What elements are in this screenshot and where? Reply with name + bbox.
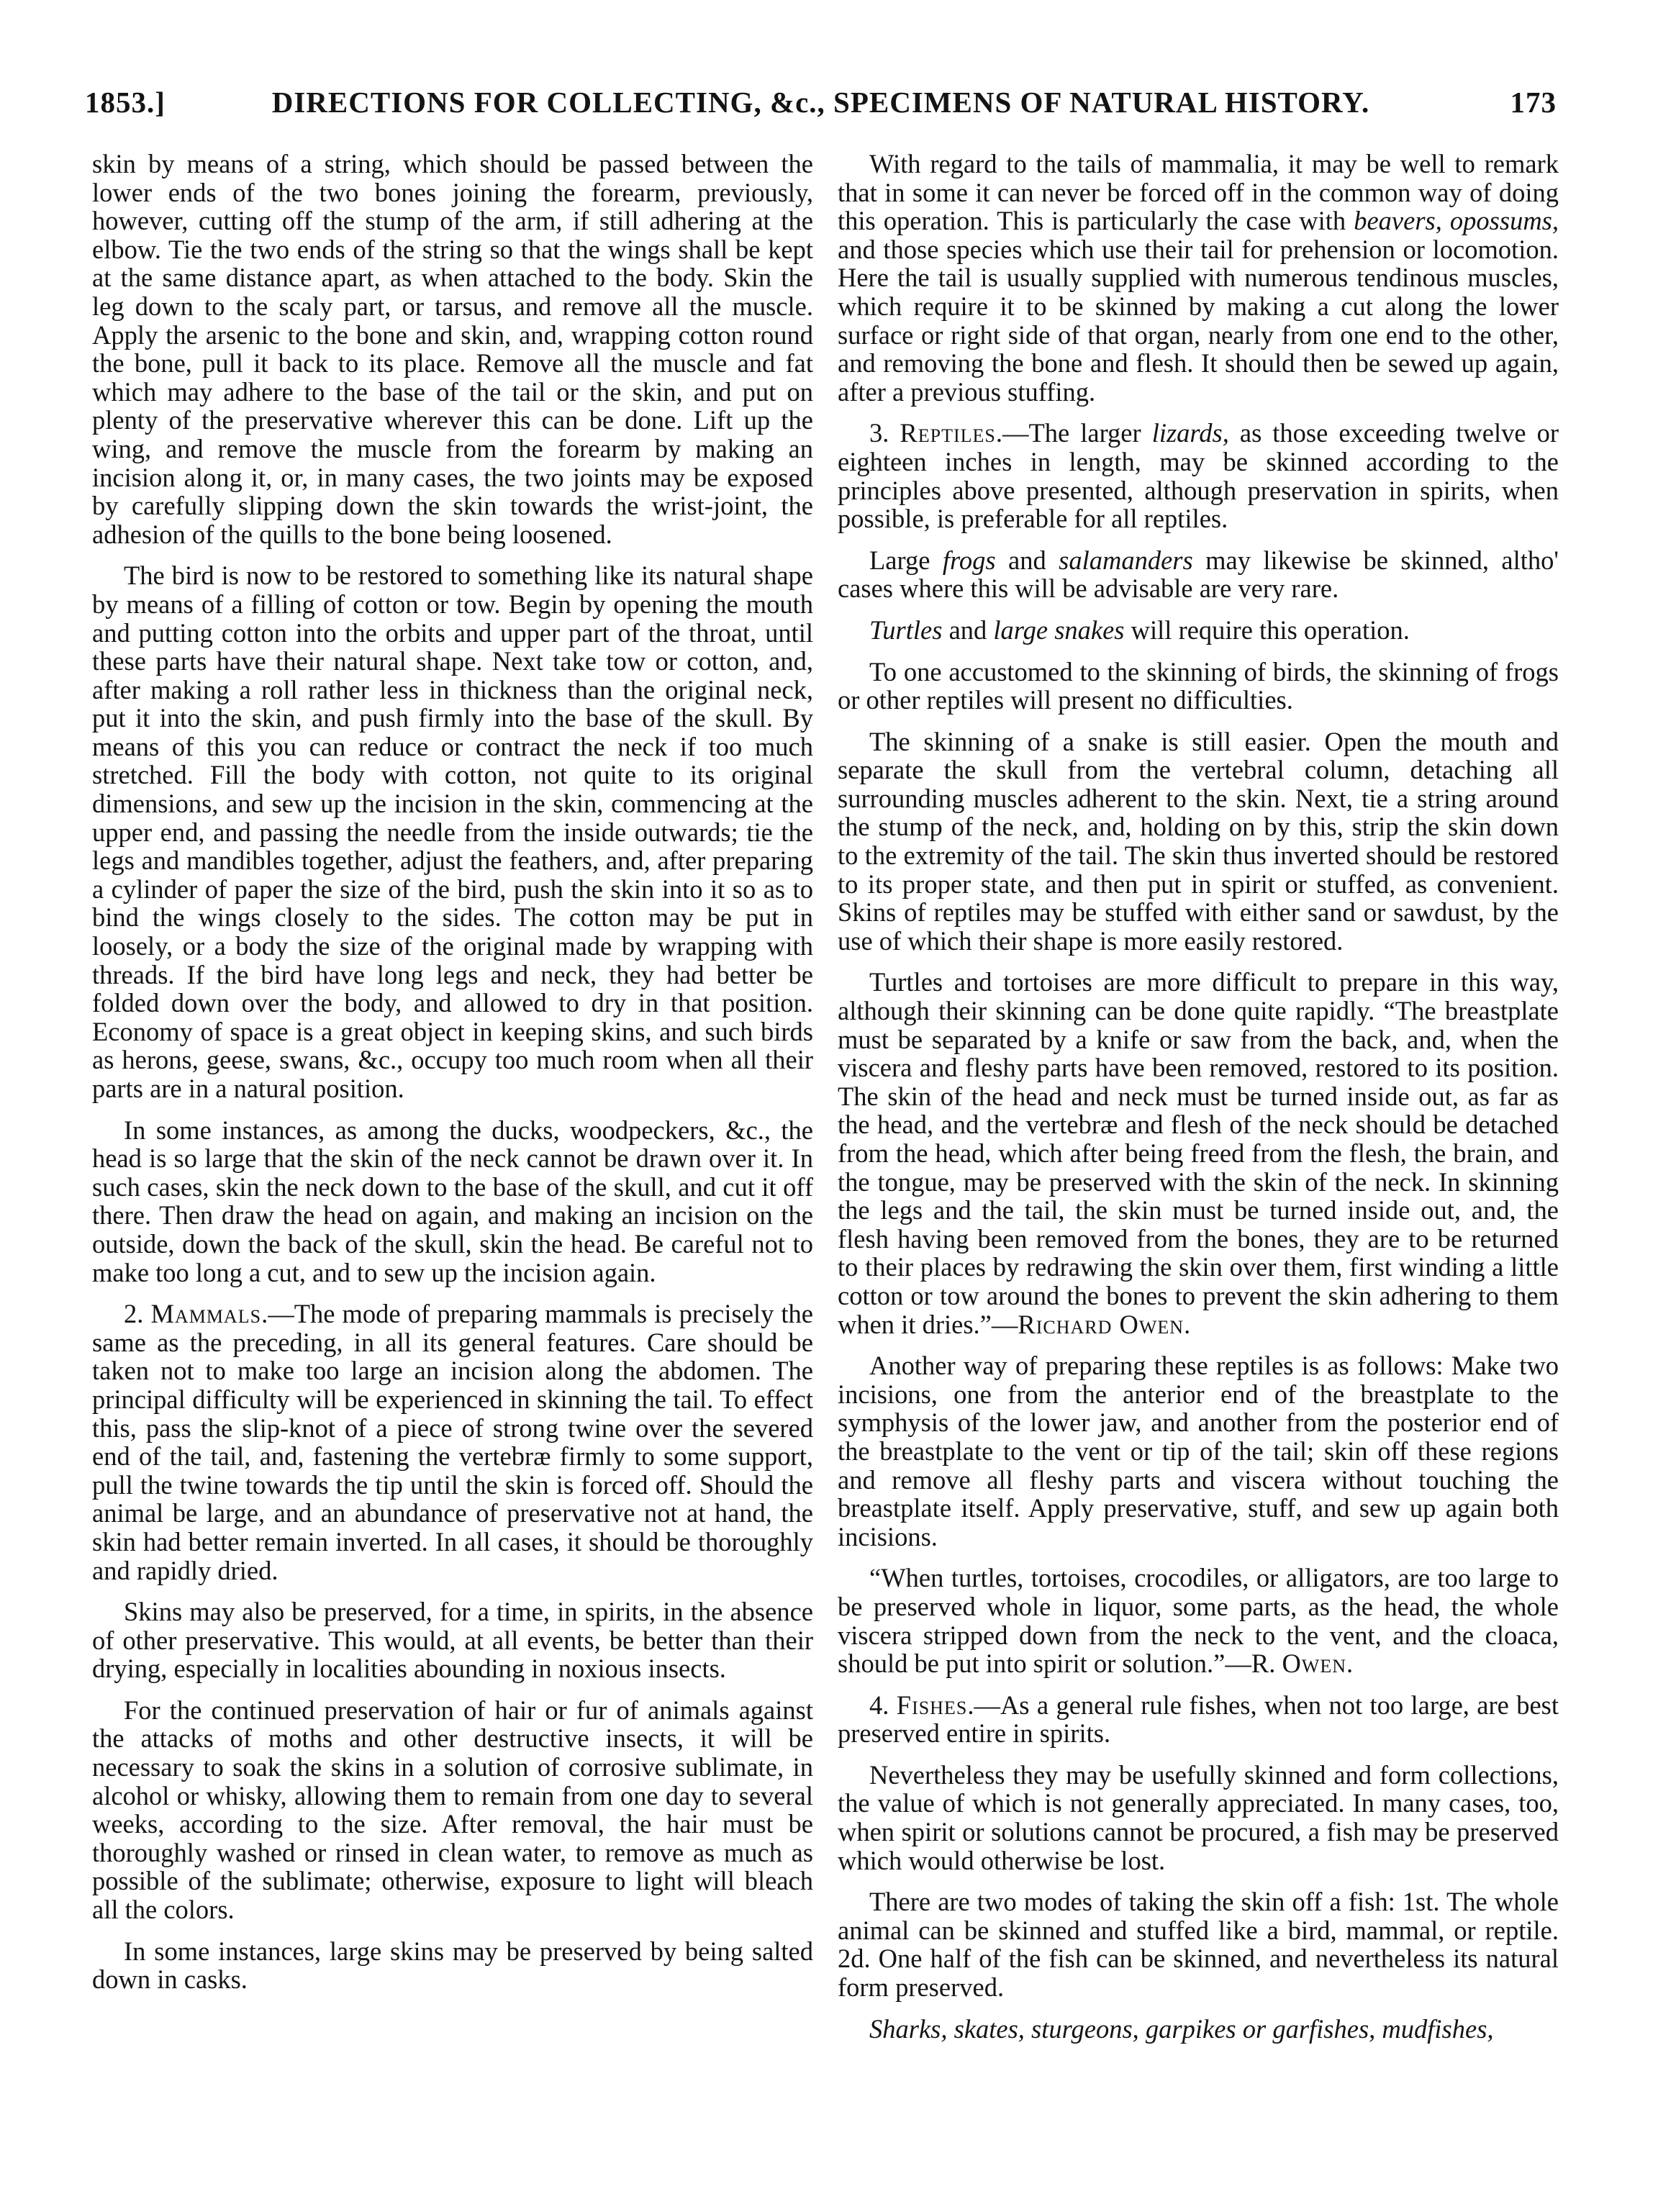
text-run: and xyxy=(995,545,1059,575)
left-column xyxy=(92,150,813,2007)
italic-term: Turtles xyxy=(869,615,943,645)
text-run: as those exceeding twelve or eighteen inches in length, may be skinned according to the principles above presented, although preservation in spirits, when possible, is preferable for all reptiles. xyxy=(838,418,1559,534)
paragraph: To one accustomed to the skinning of birds, the skinning of frogs or other reptiles will present no difficulties. xyxy=(838,656,1559,715)
paragraph: Nevertheless they may be usefully skinned and form collections, the value of which is not generally appreciated. In many cases, too, when spirit or solutions cannot be procured, a fish may be preserved which would otherwise be lost. xyxy=(838,1759,1559,1875)
italic-term: Sharks, skates, sturgeons, garpikes or garfishes, mudfishes, xyxy=(869,2013,1494,2044)
section-text: .—The mode of preparing mammals is precisely the same as the preceding, in all its general features. Care should be taken not to make too large an incision along the abdomen. The principal difficulty will be experienced in skinning the tail. To effect this, pass the slip-knot of a piece of strong twine over the severed end of the tail, and, fastening the vertebræ firmly to some support, pull the twine towards the tip until the skin is forced off. Should the animal be large, and an abundance of preservative not at hand, the skin had better remain inverted. In all cases, it should be thoroughly and rapidly dried. xyxy=(92,1299,813,1585)
paragraph xyxy=(838,546,1559,603)
author-signature: Richard Owen. xyxy=(1018,1309,1192,1339)
section-heading: Fishes xyxy=(896,1690,968,1720)
header-title: DIRECTIONS FOR COLLECTING, &c., SPECIMENS OF NATURAL HISTORY. xyxy=(271,86,1370,119)
section-number: 2. xyxy=(124,1299,144,1329)
italic-term: frogs xyxy=(942,545,996,575)
text-run: With regard to the tails of mammalia, it may be well to remark that in some it can never be forced off in the common way of doing this operation. This is particularly the case with xyxy=(838,149,1559,236)
section-text: .—As a general rule fishes, when not too large, are best preserved entire in spirits. xyxy=(838,1690,1559,1749)
text-run: Large xyxy=(869,545,943,575)
paragraph: Another way of preparing these reptiles is as follows: Make two incisions, one from the anterior end of the breastplate to the symphysis of the lower jaw, and another from the posterior end of the breastplate to the vent or tip of the tail; skin off these regions and remove all fleshy parts and viscera without touching the breastplate itself. Apply preservative, stuff, and sew up again both incisions. xyxy=(838,1351,1559,1551)
paragraph: The skinning of a snake is still easier. Open the mouth and separate the skull from the vertebral column, detaching all surrounding muscles adherent to the skin. Next, tie a string around the stump of the neck, and, holding on by this, strip the skin down to the extremity of the tail. The skin thus inverted should be restored to its proper state, and then put in spirit or stuffed, as convenient. Skins of reptiles may be stuffed with either sand or sawdust, by the use of which their shape is more easily restored. xyxy=(838,726,1559,956)
paragraph xyxy=(838,2015,1559,2044)
paragraph: In some instances, large skins may be preserved by being salted down in casks. xyxy=(92,1936,813,1995)
text-run: will require this operation. xyxy=(1124,615,1410,645)
paragraph: There are two modes of taking the skin off a fish: 1st. The whole animal can be skinned and stuffed like a bird, mammal, or reptile. 2d. One half of the fish can be skinned, and nevertheless its natural form preserved. xyxy=(838,1887,1559,2003)
paragraph: For the continued preservation of hair or fur of animals against the attacks of moths and other destructive insects, it will be necessary to soak the skins in a solution of corrosive sublimate, in alcohol or whisky, allowing them to remain from one day to several weeks, according to the size. After removal, the hair must be thoroughly washed or rinsed in clean water, to remove as much as possible of the sublimate; otherwise, exposure to light will bleach all the colors. xyxy=(92,1695,813,1925)
page-number: 173 xyxy=(1510,86,1557,119)
italic-term: salamanders xyxy=(1059,545,1193,575)
text-run: .—The larger xyxy=(995,418,1152,448)
section-reptiles xyxy=(838,419,1559,532)
section-number: 3. xyxy=(869,418,889,448)
paragraph: skin by means of a string, which should be passed between the lower ends of the two bones joining the forearm, previously, however, cutting off the stump of the arm, if still adhering at the elbow. Tie the two ends of the string so that the wings shall be kept at the same distance apart, as when attached to the body. Skin the leg down to the scaly part, or tarsus, and remove all the muscle. Apply the arsenic to the bone and skin, and, wrapping cotton round the bone, pull it back to its place. Remove all the muscle and fat which may adhere to the base of the tail or the skin, and put on plenty of the preservative wherever this can be done. Lift up the wing, and remove the muscle from the forearm by making an incision along it, or, in many cases, the two joints may be exposed by carefully slipping down the skin towards the wrist-joint, the adhesion of the quills to the bone being loosened. xyxy=(92,149,813,549)
text-run: “When turtles, tortoises, crocodiles, or alligators, are too large to be preserved whole in liquor, some parts, as the head, the whole viscera stripped down from the neck to the vent, and the cloaca, should be put into spirit or solution.”—R. xyxy=(838,1563,1559,1679)
section-number: 4. xyxy=(869,1690,889,1720)
paragraph xyxy=(838,150,1559,406)
right-column xyxy=(838,150,1559,2056)
section-heading: Mammals xyxy=(150,1299,262,1329)
section-heading: Reptiles xyxy=(900,418,996,448)
paragraph: The bird is now to be restored to something like its natural shape by means of a filling of cotton or tow. Begin by opening the mouth and putting cotton into the orbits and upper part of the throat, until these parts have their natural shape. Next take tow or cotton, and, after making a roll rather less in thickness than the original neck, put it into the skin, and push firmly into the base of the skull. By means of this you can reduce or contract the neck if too much stretched. Fill the body with cotton, not quite to its original dimensions, and sew up the incision in the skin, commencing at the upper end, and passing the needle from the inside outwards; tie the legs and mandibles together, adjust the feathers, and, after preparing a cylinder of paper the size of the bird, push the skin into it so as to bind the wings closely to the sides. The cotton may be put in loosely, or a body the size of the original made by wrapping with threads. If the bird have long legs and neck, they had better be folded down over the body, and allowed to dry in that position. Economy of space is a great object in keeping skins, and such birds as herons, geese, swans, &c., occupy too much room when all their parts are in a natural position. xyxy=(92,561,813,1103)
italic-term: lizards, xyxy=(1151,418,1229,448)
section-mammals xyxy=(92,1300,813,1585)
paragraph: Skins may also be preserved, for a time, in spirits, in the absence of other preservative. This would, at all events, be better than their drying, especially in localities abounding in noxious insects. xyxy=(92,1597,813,1684)
author-signature: Owen. xyxy=(1282,1649,1354,1679)
paragraph: In some instances, as among the ducks, woodpeckers, &c., the head is so large that the skin of the neck cannot be drawn over it. In such cases, skin the neck down to the base of the skull, and cut it off there. Then draw the head on again, and making an incision on the outside, down the back of the skull, skin the head. Be careful not to make too long a cut, and to sew up the incision again. xyxy=(92,1115,813,1287)
running-header xyxy=(85,85,1557,128)
paragraph xyxy=(838,1564,1559,1677)
text-run: may likewise be skinned, altho' cases where this will be advisable are very rare. xyxy=(838,545,1559,604)
header-year: 1853.] xyxy=(85,86,166,119)
italic-term: large snakes xyxy=(993,615,1125,645)
paragraph xyxy=(838,968,1559,1338)
text-run: Turtles and tortoises are more difficult to prepare in this way, although their skinning can be done quite rapidly. “The breastplate must be separated by a knife or saw from the back, and, when the viscera and fleshy parts have been removed, restored to its position. The skin of the head and neck must be turned inside out, as far as the head, and the vertebræ and flesh of the neck should be detached from the head, which after being freed from the flesh, the brain, and the tongue, may be preserved with the skin of the neck. In skinning the legs and the tail, the skin must be turned inside out, and, the flesh having been removed from the bones, they are to be returned to their places by redrawing the skin over them, first winding a little cotton or tow around the bones to prevent the skin adhering to them when it dries.”— xyxy=(838,967,1559,1339)
section-fishes xyxy=(838,1691,1559,1748)
text-run: and xyxy=(942,615,994,645)
italic-term: beavers, opossums, xyxy=(1354,206,1559,236)
paragraph xyxy=(838,616,1559,645)
text-run: and those species which use their tail for prehension or locomotion. Here the tail is usually supplied with numerous tendinous muscles, which require it to be skinned by making a cut along the lower surface or right side of that organ, nearly from one end to the other, and removing the bone and flesh. It should then be sewed up again, after a previous stuffing. xyxy=(838,234,1559,407)
